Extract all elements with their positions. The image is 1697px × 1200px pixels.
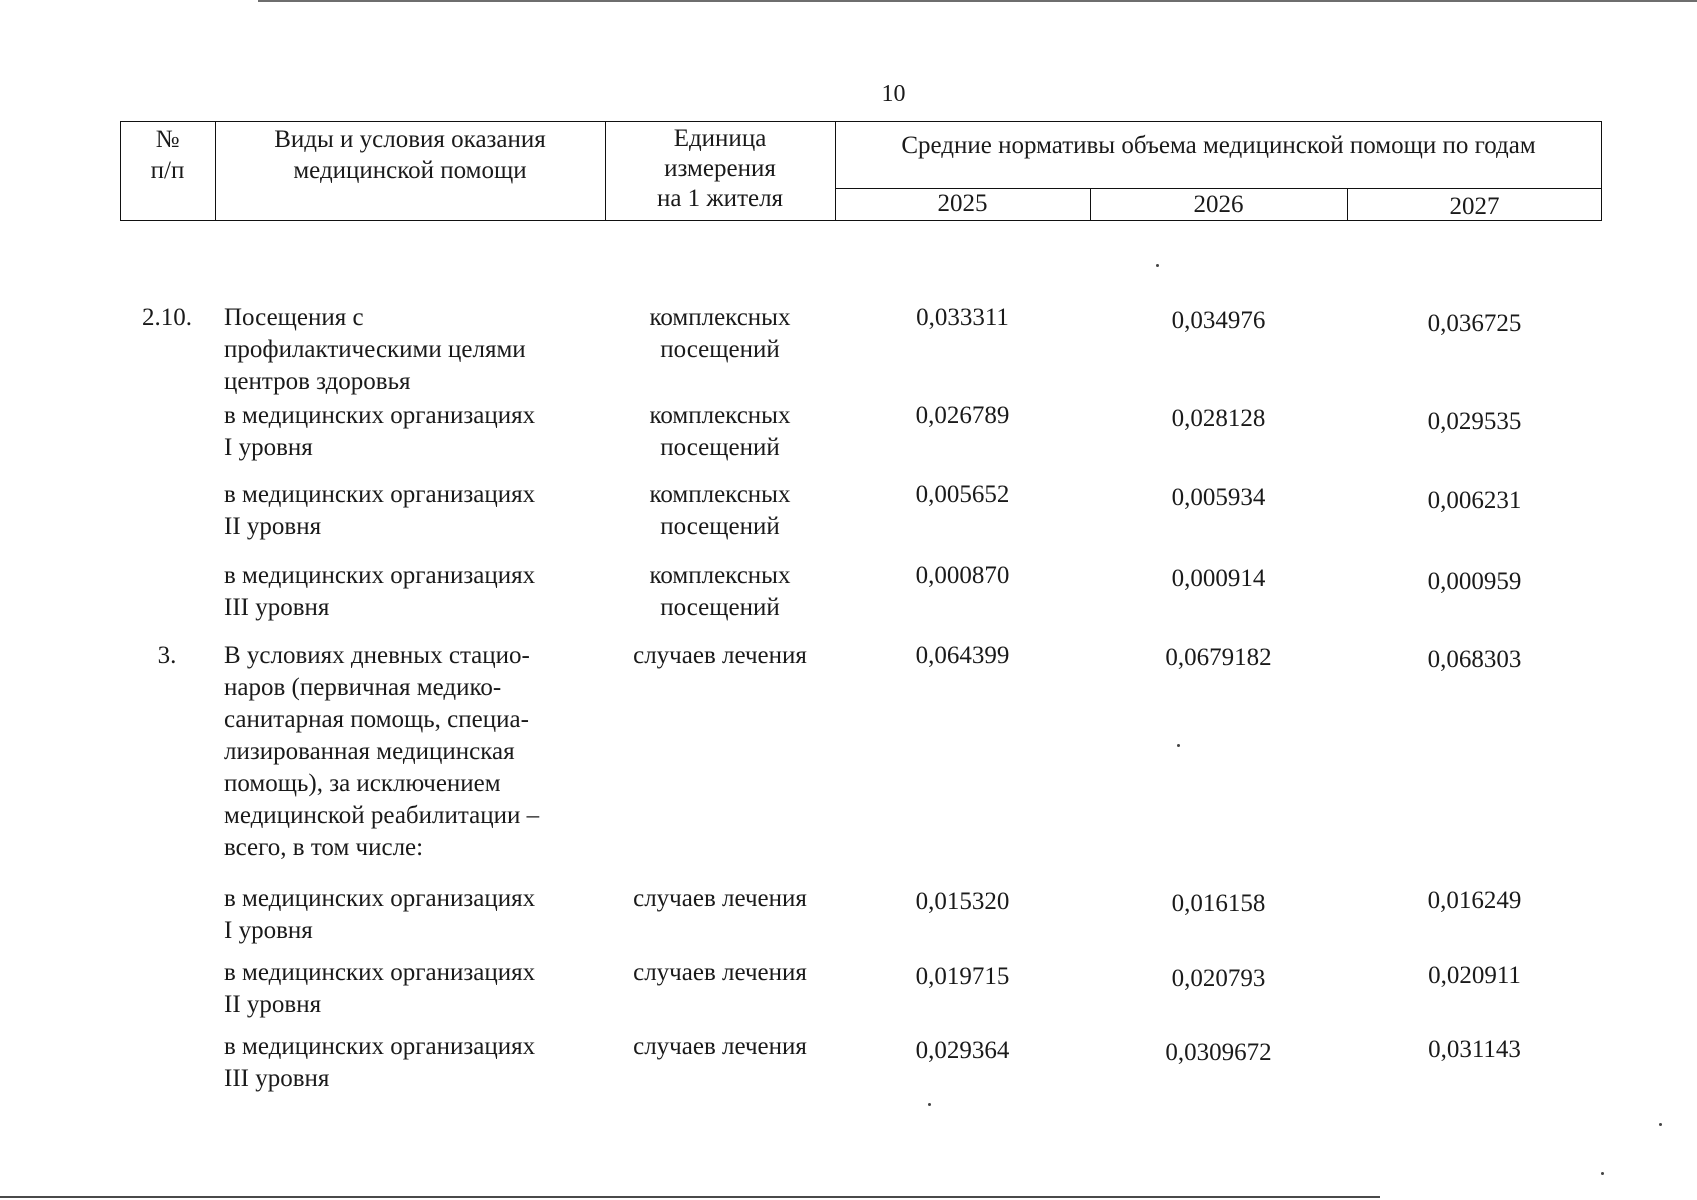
row-value-2026: 0,0679182: [1165, 644, 1272, 671]
row-kind: в медицинских организациях I уровня: [224, 885, 536, 944]
row-value-2025: 0,000870: [915, 562, 1010, 589]
row-unit: случаев лечения: [633, 1033, 807, 1060]
row-kind: в медицинских организациях III уровня: [224, 562, 536, 621]
row-value-2027: 0,020911: [1428, 962, 1521, 989]
row-unit: комплексных посещений: [649, 304, 791, 363]
row-value-2026: 0,0309672: [1165, 1039, 1272, 1066]
scan-speck: [928, 1103, 931, 1106]
row-value-2027: 0,006231: [1427, 487, 1522, 514]
row-value-2027: 0,000959: [1427, 568, 1522, 595]
scan-speck: [1177, 744, 1180, 747]
row-value-2025: 0,005652: [915, 481, 1010, 508]
row-unit: комплексных посещений: [649, 402, 791, 461]
row-unit: случаев лечения: [633, 885, 807, 912]
header-col-kind: Виды и условия оказания медицинской помощи: [274, 126, 546, 184]
row-value-2025: 0,033311: [916, 304, 1009, 331]
row-value-2025: 0,015320: [915, 888, 1010, 915]
scan-edge-bottom: [0, 1196, 1380, 1198]
row-number: 3.: [157, 642, 177, 669]
row-unit: комплексных посещений: [649, 562, 791, 621]
header-col-num: № п/п: [150, 126, 185, 184]
row-value-2025: 0,026789: [915, 402, 1010, 429]
row-value-2027: 0,031143: [1428, 1036, 1521, 1063]
row-value-2027: 0,068303: [1427, 646, 1522, 673]
row-kind: В условиях дневных стацио- наров (первичная медико- санитарная помощь, специа- лизированная медицинская помощь), за исключением медицинской реабилитации – всего, в том числе:: [224, 642, 540, 861]
row-value-2025: 0,019715: [915, 963, 1010, 990]
row-kind: в медицинских организациях II уровня: [224, 959, 536, 1018]
row-value-2026: 0,034976: [1171, 307, 1266, 334]
row-value-2026: 0,016158: [1171, 890, 1266, 917]
row-kind: Посещения с профилактическими целями центров здоровья: [224, 304, 526, 395]
header-year-2025: 2025: [937, 190, 988, 217]
header-col-norms: Средние нормативы объема медицинской помощи по годам: [901, 132, 1536, 159]
row-number: 2.10.: [142, 304, 192, 331]
row-value-2025: 0,064399: [915, 642, 1010, 669]
row-value-2025: 0,029364: [915, 1037, 1010, 1064]
header-col-unit: Единица измерения на 1 жителя: [656, 125, 784, 212]
row-unit: случаев лечения: [633, 642, 807, 669]
row-value-2026: 0,000914: [1171, 565, 1266, 592]
row-kind: в медицинских организациях I уровня: [224, 402, 536, 461]
header-year-2027: 2027: [1449, 193, 1500, 220]
scan-speck: [1156, 264, 1159, 267]
scan-speck: [1601, 1172, 1604, 1175]
row-value-2026: 0,005934: [1171, 484, 1266, 511]
row-kind: в медицинских организациях III уровня: [224, 1033, 536, 1092]
scan-speck: [1659, 1123, 1662, 1126]
header-year-2026: 2026: [1193, 191, 1244, 218]
row-value-2027: 0,029535: [1427, 408, 1522, 435]
page-number: 10: [881, 81, 906, 107]
row-unit: случаев лечения: [633, 959, 807, 986]
row-value-2026: 0,020793: [1171, 965, 1266, 992]
row-unit: комплексных посещений: [649, 481, 791, 540]
row-value-2027: 0,036725: [1427, 310, 1522, 337]
scan-edge-top: [258, 0, 1697, 2]
row-kind: в медицинских организациях II уровня: [224, 481, 536, 540]
row-value-2026: 0,028128: [1171, 405, 1266, 432]
row-value-2027: 0,016249: [1427, 887, 1522, 914]
